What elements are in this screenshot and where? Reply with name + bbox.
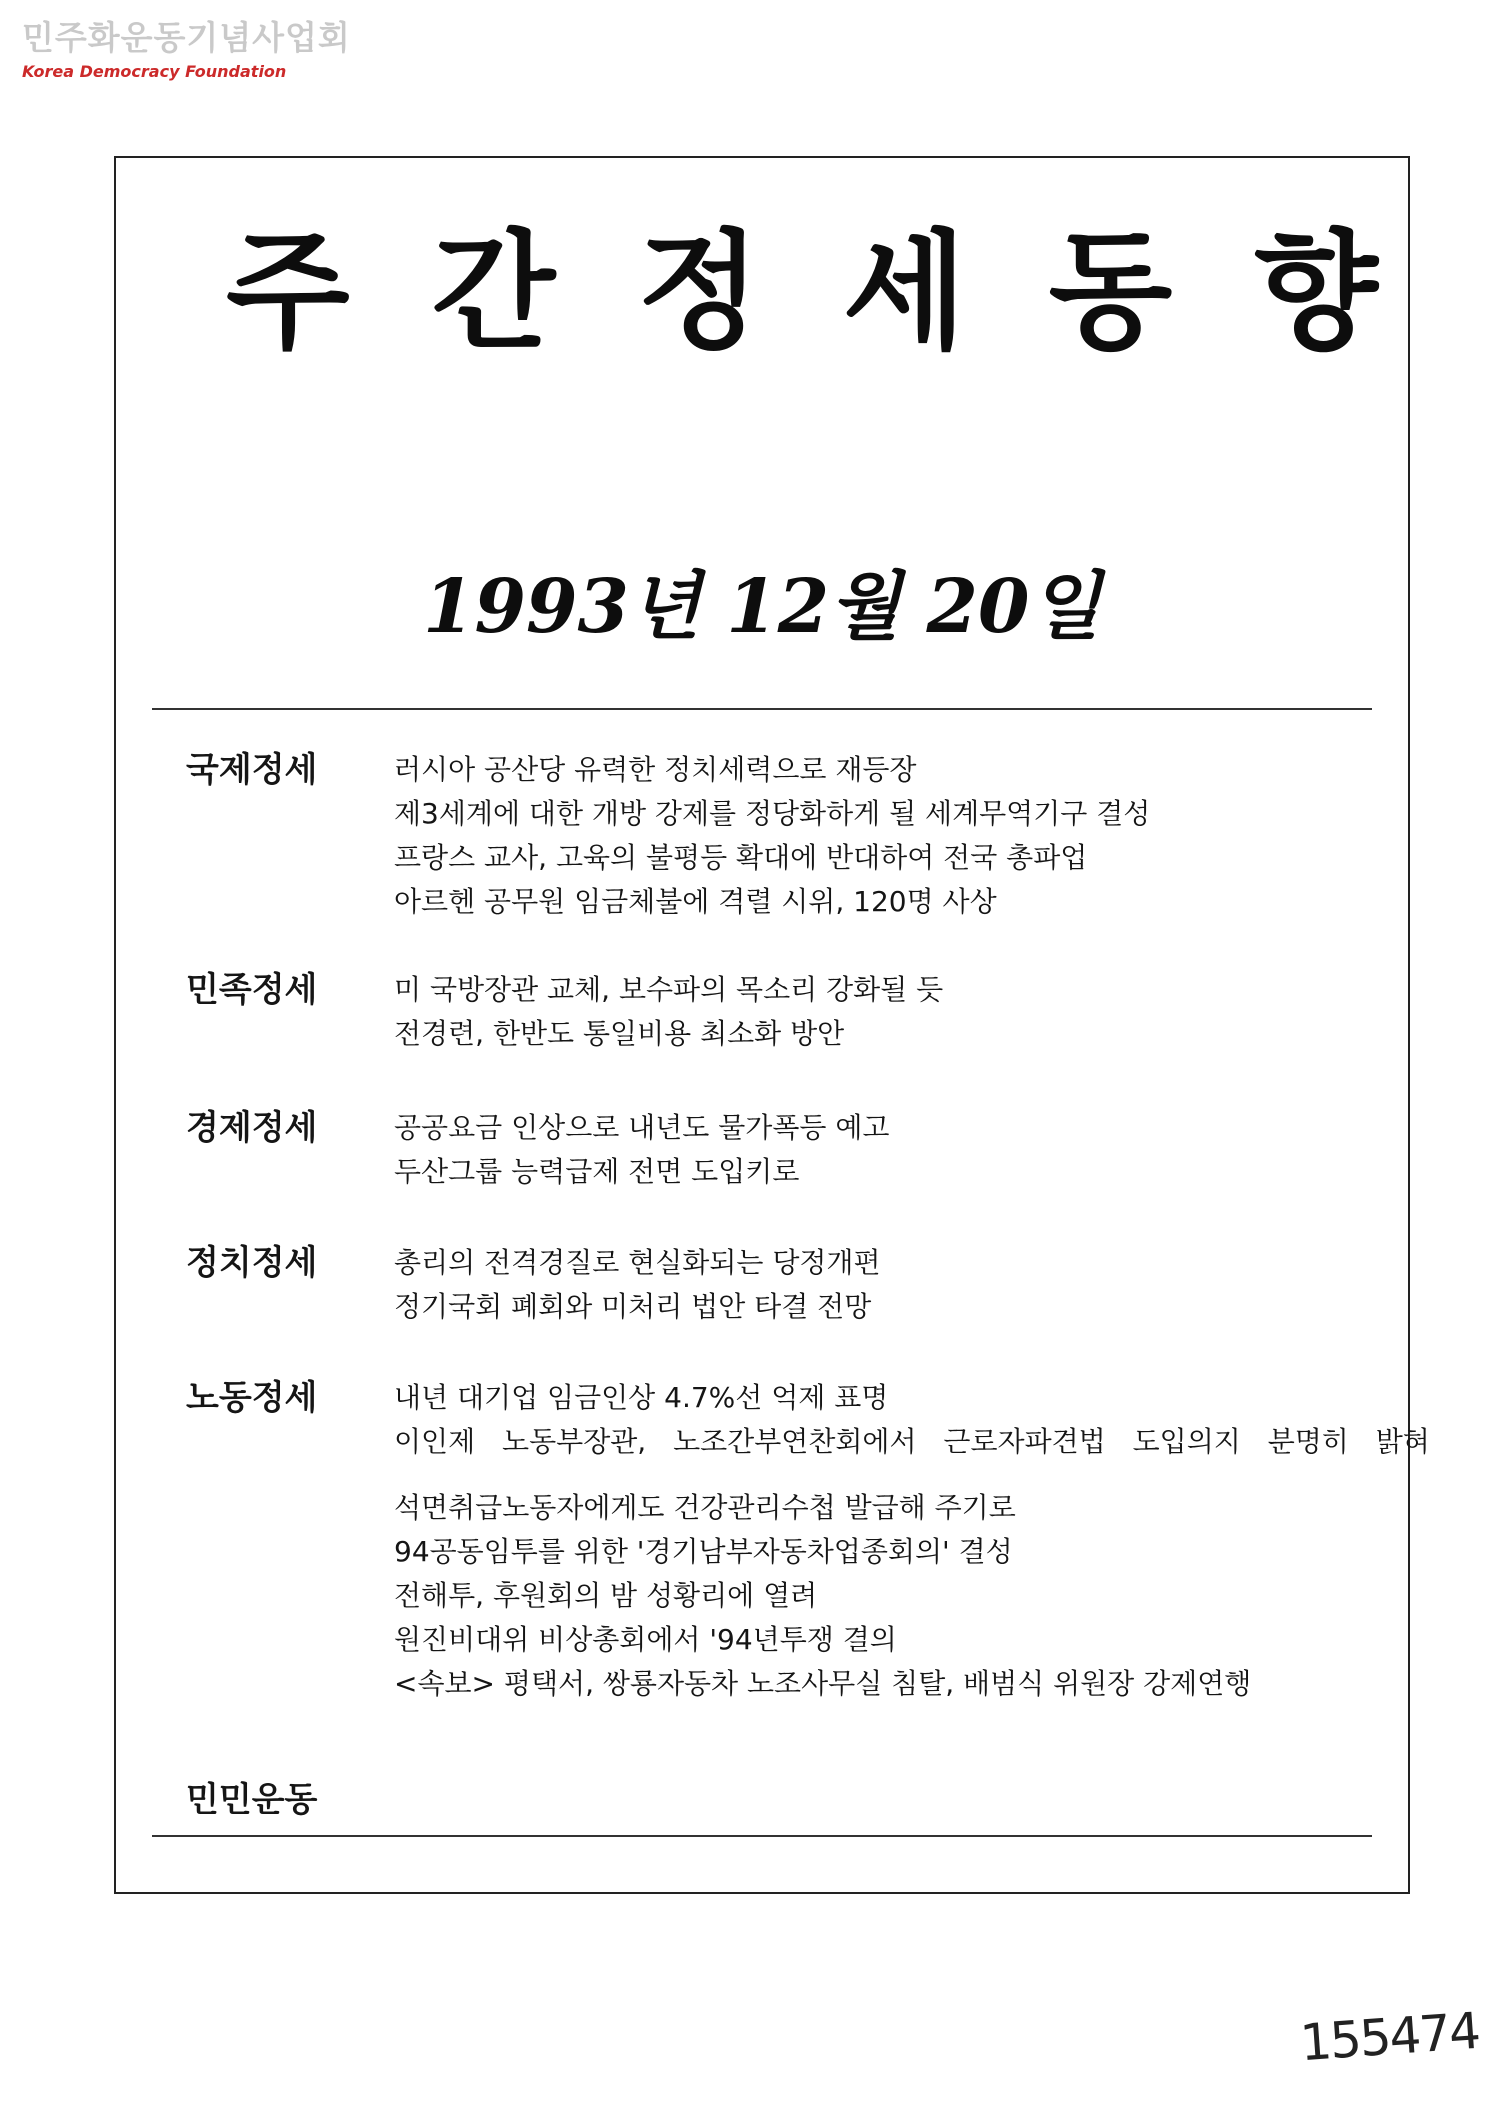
headline-item: 94공동임투를 위한 '경기남부자동차업종회의' 결성 (394, 1535, 1013, 1568)
logo-english-text: Korea Democracy Foundation (22, 62, 287, 81)
headline-item: 프랑스 교사, 고육의 불평등 확대에 반대하여 전국 총파업 (394, 841, 1088, 874)
headline-gap (394, 1464, 1394, 1486)
section-label: 국제정세 (186, 750, 318, 790)
document-frame (114, 156, 1460, 1894)
section-label: 정치정세 (186, 1243, 318, 1283)
headline-list (394, 1376, 1430, 1706)
headline-item: 전경련, 한반도 통일비용 최소화 방안 (394, 1017, 845, 1050)
bottom-divider (152, 1835, 1372, 1837)
headline-item: 전해투, 후원회의 밤 성황리에 열려 (394, 1579, 818, 1612)
section-label: 민민운동 (186, 1780, 318, 1820)
headline-item: 석면취급노동자에게도 건강관리수첩 발급해 주기로 (394, 1491, 1016, 1524)
headline-item: 두산그룹 능력급제 전면 도입키로 (394, 1155, 800, 1188)
headline-item: 미 국방장관 교체, 보수파의 목소리 강화될 듯 (394, 973, 944, 1006)
document-date: 1993년 12월 20일 (423, 564, 1101, 650)
top-divider (152, 708, 1372, 710)
headline-item: 공공요금 인상으로 내년도 물가폭등 예고 (394, 1111, 890, 1144)
headline-item: 원진비대위 비상총회에서 '94년투쟁 결의 (394, 1623, 897, 1656)
section-label: 경제정세 (186, 1108, 318, 1148)
headline-item: 내년 대기업 임금인상 4.7%선 억제 표명 (394, 1381, 889, 1414)
headline-item: 정기국회 폐회와 미처리 법안 타결 전망 (394, 1290, 872, 1323)
section-label: 민족정세 (186, 970, 318, 1010)
headline-list (394, 748, 1394, 924)
headline-list (394, 968, 1394, 1056)
headline-item: 아르헨 공무원 임금체불에 격렬 시위, 120명 사상 (394, 885, 997, 918)
headline-item: <속보> 평택서, 쌍룡자동차 노조사무실 침탈, 배범식 위원장 강제연행 (394, 1667, 1252, 1700)
document-title: 주간정세동향 (226, 218, 1460, 367)
headline-list (394, 1241, 1394, 1329)
headline-item: 러시아 공산당 유력한 정치세력으로 재등장 (394, 753, 917, 786)
logo-korean-text: 민주화운동기념사업회 (22, 18, 351, 57)
handwritten-page-number: 155474 (1298, 2001, 1481, 2073)
foundation-logo (22, 18, 351, 82)
headline-item: 총리의 전격경질로 현실화되는 당정개편 (394, 1246, 881, 1279)
section-label: 노동정세 (186, 1378, 318, 1418)
headline-item: 제3세계에 대한 개방 강제를 정당화하게 될 세계무역기구 결성 (394, 797, 1151, 830)
headline-item: 이인제 노동부장관, 노조간부연찬회에서 근로자파견법 도입의지 분명히 밝혀 (394, 1425, 1430, 1458)
headline-list (394, 1106, 1394, 1194)
